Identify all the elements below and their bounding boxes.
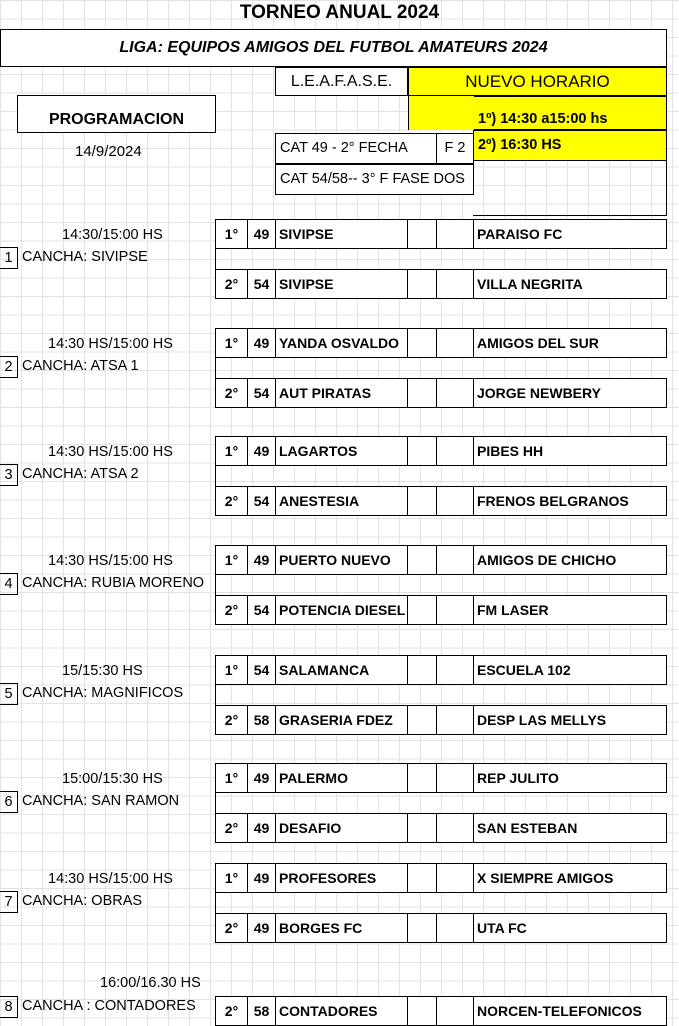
cat-54-info: CAT 54/58-- 3° F FASE DOS xyxy=(275,164,474,195)
home-team: AUT PIRATAS xyxy=(275,378,408,408)
away-team: JORGE NEWBERY xyxy=(473,378,667,408)
category-cell: 49 xyxy=(247,436,276,466)
home-team: SIVIPSE xyxy=(275,269,408,299)
category-cell: 49 xyxy=(247,545,276,575)
home-team: PUERTO NUEVO xyxy=(275,545,408,575)
cancha-label: CANCHA: SAN RAMON xyxy=(22,793,180,809)
home-team: PALERMO xyxy=(275,763,408,793)
home-team: PROFESORES xyxy=(275,863,408,893)
cat-54-right-cell xyxy=(473,161,667,216)
match-number: 5 xyxy=(0,683,18,705)
home-team: BORGES FC xyxy=(275,913,408,943)
score-home-cell xyxy=(407,655,437,685)
league-banner xyxy=(0,29,667,67)
away-team: PARAISO FC xyxy=(473,219,667,249)
match-time: 14:30 HS/15:00 HS xyxy=(48,871,173,887)
home-team: LAGARTOS xyxy=(275,436,408,466)
score-away-cell xyxy=(436,863,474,893)
home-team: SALAMANCA xyxy=(275,655,408,685)
cancha-label: CANCHA: OBRAS xyxy=(22,893,143,909)
category-cell: 54 xyxy=(247,486,276,516)
away-team: UTA FC xyxy=(473,913,667,943)
turn-cell: 2° xyxy=(215,996,248,1026)
row-divider xyxy=(215,685,216,705)
yellow-fill xyxy=(408,96,474,130)
category-cell: 49 xyxy=(247,328,276,358)
category-cell: 54 xyxy=(247,378,276,408)
score-home-cell xyxy=(407,269,437,299)
score-away-cell xyxy=(436,996,474,1026)
cancha-label: CANCHA: RUBIA MORENO xyxy=(22,575,205,591)
turn-cell: 1° xyxy=(215,863,248,893)
turn-cell: 2° xyxy=(215,269,248,299)
match-time: 14:30 HS/15:00 HS xyxy=(48,444,173,460)
cancha-label: CANCHA : CONTADORES xyxy=(22,998,196,1014)
match-time: 14:30/15:00 HS xyxy=(62,227,163,243)
score-away-cell xyxy=(436,328,474,358)
match-number: 1 xyxy=(0,247,18,269)
match-time: 16:00/16.30 HS xyxy=(100,975,201,991)
score-away-cell xyxy=(436,378,474,408)
away-team: DESP LAS MELLYS xyxy=(473,705,667,735)
document-title: TORNEO ANUAL 2024 xyxy=(239,2,440,23)
cancha-label: CANCHA: SIVIPSE xyxy=(22,249,148,265)
category-cell: 54 xyxy=(247,595,276,625)
home-team: DESAFIO xyxy=(275,813,408,843)
score-away-cell xyxy=(436,486,474,516)
match-time: 15:00/15:30 HS xyxy=(62,771,163,787)
league-title: LIGA: EQUIPOS AMIGOS DEL FUTBOL AMATEURS 2024 xyxy=(119,39,548,56)
away-team: PIBES HH xyxy=(473,436,667,466)
score-away-cell xyxy=(436,545,474,575)
turn-cell: 2° xyxy=(215,378,248,408)
score-away-cell xyxy=(436,913,474,943)
row-divider xyxy=(215,575,216,595)
away-team: X SIEMPRE AMIGOS xyxy=(473,863,667,893)
category-cell: 54 xyxy=(247,655,276,685)
home-team: POTENCIA DIESEL xyxy=(275,595,408,625)
match-time: 14:30 HS/15:00 HS xyxy=(48,336,173,352)
match-number: 6 xyxy=(0,791,18,813)
row-divider xyxy=(215,793,216,813)
org-name: L.E.A.F.A.S.E. xyxy=(275,67,408,96)
turn-cell: 1° xyxy=(215,328,248,358)
programacion-box: PROGRAMACION xyxy=(17,95,216,133)
score-away-cell xyxy=(436,219,474,249)
match-time: 15/15:30 HS xyxy=(62,663,143,679)
category-cell: 58 xyxy=(247,996,276,1026)
category-cell: 49 xyxy=(247,863,276,893)
category-cell: 49 xyxy=(247,913,276,943)
score-away-cell xyxy=(436,269,474,299)
score-home-cell xyxy=(407,813,437,843)
turn-cell: 1° xyxy=(215,545,248,575)
away-team: AMIGOS DE CHICHO xyxy=(473,545,667,575)
away-team: FRENOS BELGRANOS xyxy=(473,486,667,516)
turn-cell: 1° xyxy=(215,436,248,466)
row-divider xyxy=(215,893,216,913)
score-home-cell xyxy=(407,486,437,516)
score-home-cell xyxy=(407,436,437,466)
match-number: 7 xyxy=(0,891,18,913)
away-team: SAN ESTEBAN xyxy=(473,813,667,843)
match-number: 8 xyxy=(0,996,18,1018)
turn-cell: 2° xyxy=(215,486,248,516)
turn-cell: 1° xyxy=(215,763,248,793)
date: 14/9/2024 xyxy=(75,143,142,160)
cancha-label: CANCHA: ATSA 2 xyxy=(22,466,139,482)
turn-cell: 2° xyxy=(215,813,248,843)
score-away-cell xyxy=(436,763,474,793)
away-team: REP JULITO xyxy=(473,763,667,793)
match-number: 2 xyxy=(0,356,18,378)
match-time: 14:30 HS/15:00 HS xyxy=(48,553,173,569)
score-home-cell xyxy=(407,378,437,408)
away-team: VILLA NEGRITA xyxy=(473,269,667,299)
category-cell: 49 xyxy=(247,813,276,843)
cat-49-info: CAT 49 - 2° FECHA xyxy=(275,133,437,164)
turn-cell: 1° xyxy=(215,655,248,685)
home-team: SIVIPSE xyxy=(275,219,408,249)
score-away-cell xyxy=(436,655,474,685)
score-home-cell xyxy=(407,863,437,893)
category-cell: 54 xyxy=(247,269,276,299)
cancha-label: CANCHA: MAGNIFICOS xyxy=(22,685,184,701)
away-team: FM LASER xyxy=(473,595,667,625)
score-home-cell xyxy=(407,913,437,943)
score-away-cell xyxy=(436,705,474,735)
home-team: ANESTESIA xyxy=(275,486,408,516)
match-number: 3 xyxy=(0,464,18,486)
away-team: ESCUELA 102 xyxy=(473,655,667,685)
home-team: YANDA OSVALDO xyxy=(275,328,408,358)
turn-cell: 2° xyxy=(215,913,248,943)
category-cell: 58 xyxy=(247,705,276,735)
score-home-cell xyxy=(407,595,437,625)
match-number: 4 xyxy=(0,573,18,595)
score-home-cell xyxy=(407,328,437,358)
score-away-cell xyxy=(436,813,474,843)
category-cell: 49 xyxy=(247,763,276,793)
score-home-cell xyxy=(407,996,437,1026)
score-away-cell xyxy=(436,595,474,625)
row-divider xyxy=(215,358,216,378)
turn-cell: 2° xyxy=(215,595,248,625)
score-home-cell xyxy=(407,219,437,249)
nuevo-horario-label: NUEVO HORARIO xyxy=(408,67,667,96)
home-team: CONTADORES xyxy=(275,996,408,1026)
horario-2: 2º) 16:30 HS xyxy=(473,130,667,161)
f2-label: F 2 xyxy=(436,133,474,164)
category-cell: 49 xyxy=(247,219,276,249)
turn-cell: 1° xyxy=(215,219,248,249)
home-team: GRASERIA FDEZ xyxy=(275,705,408,735)
cancha-label: CANCHA: ATSA 1 xyxy=(22,358,139,374)
score-home-cell xyxy=(407,545,437,575)
score-home-cell xyxy=(407,763,437,793)
row-divider xyxy=(215,466,216,486)
score-away-cell xyxy=(436,436,474,466)
away-team: AMIGOS DEL SUR xyxy=(473,328,667,358)
away-team: NORCEN-TELEFONICOS xyxy=(473,996,667,1026)
score-home-cell xyxy=(407,705,437,735)
horario-1: 1º) 14:30 a15:00 hs xyxy=(473,96,667,130)
turn-cell: 2° xyxy=(215,705,248,735)
row-divider xyxy=(215,249,216,269)
